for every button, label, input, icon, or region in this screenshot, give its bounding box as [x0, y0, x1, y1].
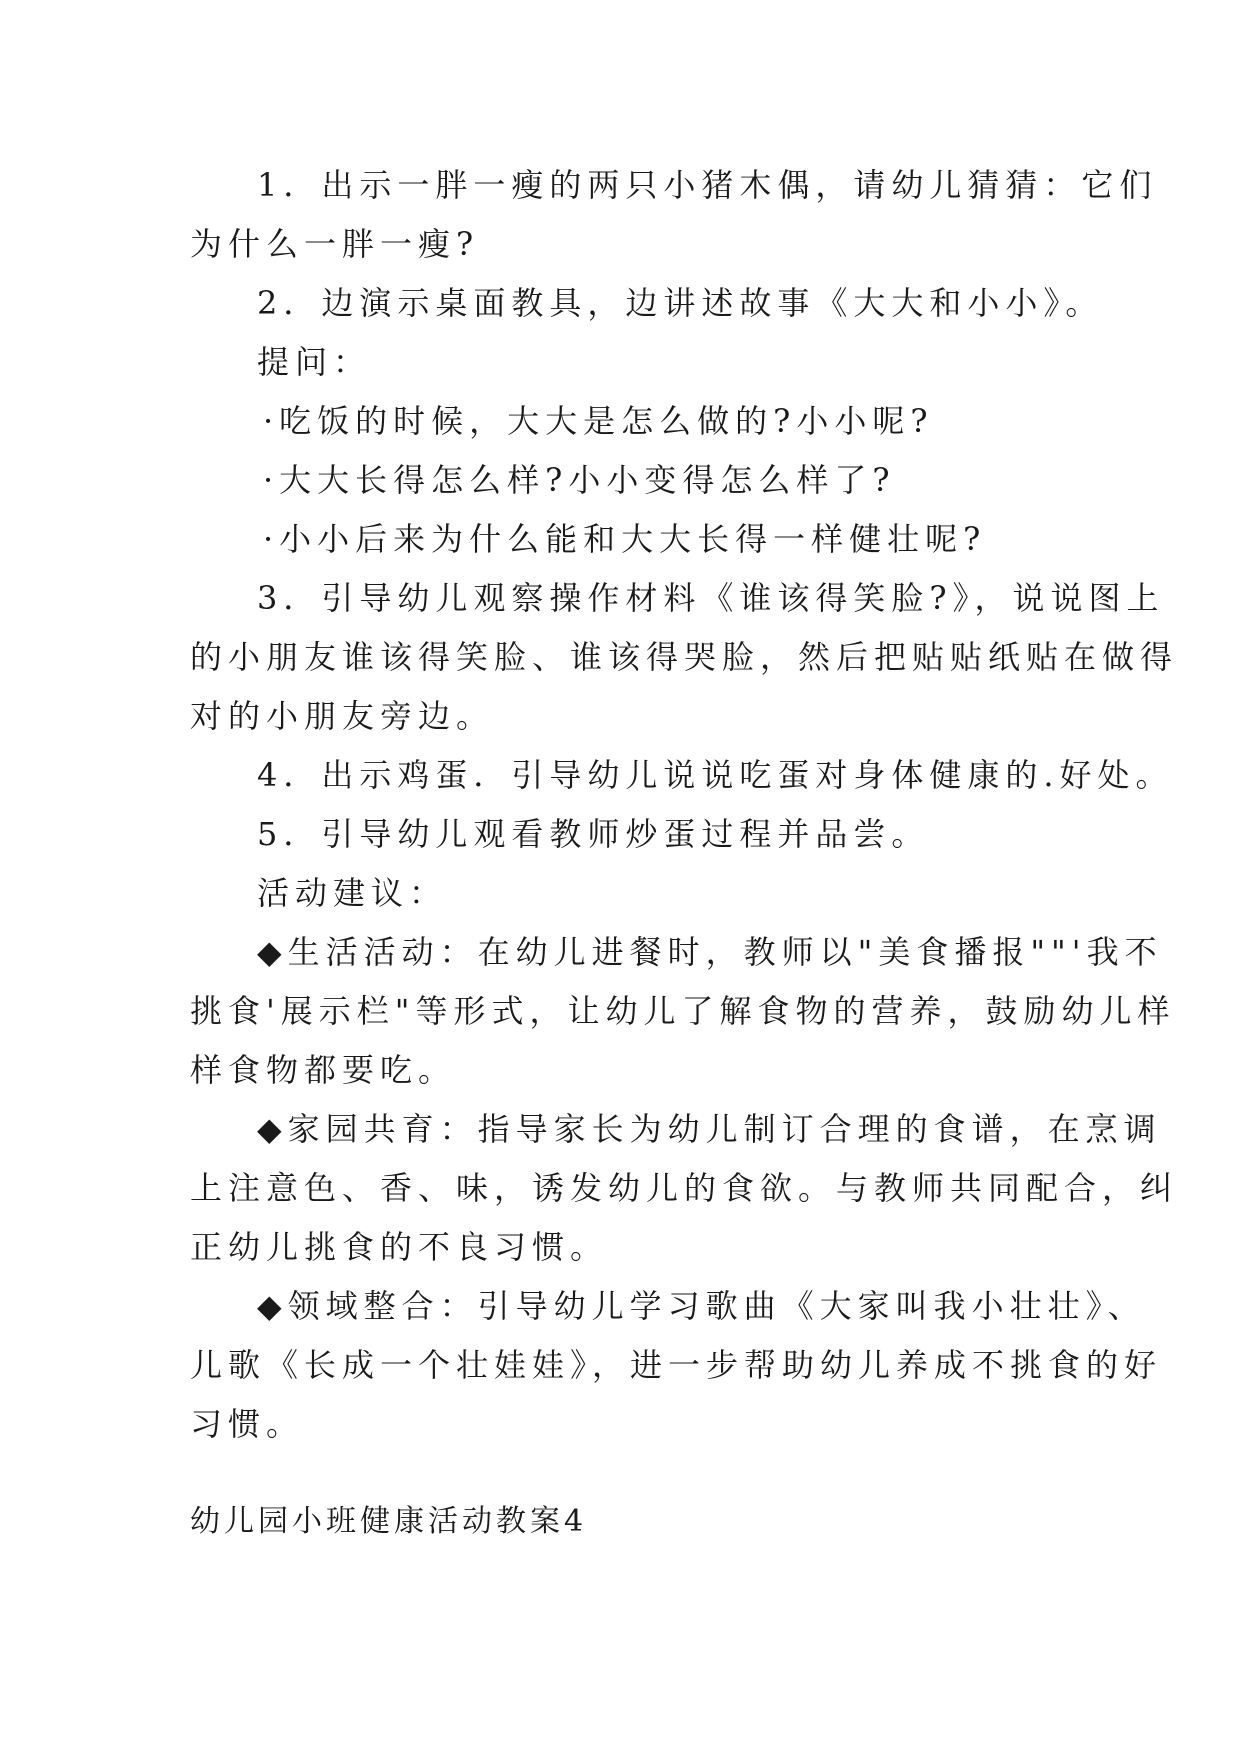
suggestion-life-line-2: 挑食'展示栏"等形式，让幼儿了解食物的营养，鼓励幼儿样	[190, 992, 1176, 1030]
suggestion-integration-line-2: 儿歌《长成一个壮娃娃》，进一步帮助幼儿养成不挑食的好	[190, 1346, 1163, 1384]
next-section-title: 幼儿园小班健康活动教案4	[190, 1504, 588, 1539]
paragraph-step-3-line-1: 3．引导幼儿观察操作材料《谁该得笑脸?》，说说图上	[257, 579, 1165, 617]
suggestion-integration-line-1: ◆领域整合：引导幼儿学习歌曲《大家叫我小壮壮》、	[257, 1287, 1146, 1325]
questions-heading: 提问：	[257, 343, 372, 381]
paragraph-step-3-line-3: 对的小朋友旁边。	[190, 697, 495, 735]
paragraph-step-1-line-1: 1．出示一胖一瘦的两只小猪木偶，请幼儿猜猜：它们	[257, 166, 1158, 204]
question-bullet-2: ·大大长得怎么样?小小变得怎么样了?	[263, 461, 896, 499]
paragraph-step-1-line-2: 为什么一胖一瘦?	[190, 225, 480, 263]
suggestion-integration-line-3: 习惯。	[190, 1405, 305, 1443]
suggestion-home-line-2: 上注意色、香、味，诱发幼儿的食欲。与教师共同配合，纠	[190, 1169, 1179, 1207]
activity-suggestions-heading: 活动建议：	[257, 874, 448, 912]
paragraph-step-3-line-2: 的小朋友谁该得笑脸、谁该得哭脸，然后把贴贴纸贴在做得	[190, 638, 1179, 676]
suggestion-life-line-3: 样食物都要吃。	[190, 1051, 457, 1089]
question-bullet-3: ·小小后来为什么能和大大长得一样健壮呢?	[263, 520, 987, 558]
paragraph-step-2: 2．边演示桌面教具，边讲述故事《大大和小小》。	[257, 284, 1104, 322]
suggestion-life-line-1: ◆生活活动：在幼儿进餐时，教师以"美食播报""'我不	[257, 933, 1163, 971]
question-bullet-1: ·吃饭的时候，大大是怎么做的?小小呢?	[263, 402, 934, 440]
suggestion-home-line-1: ◆家园共育：指导家长为幼儿制订合理的食谱，在烹调	[257, 1110, 1162, 1148]
paragraph-step-5: 5．引导幼儿观看教师炒蛋过程并品尝。	[257, 815, 930, 853]
suggestion-home-line-3: 正幼儿挑食的不良习惯。	[190, 1228, 609, 1266]
paragraph-step-4: 4．出示鸡蛋．引导幼儿说说吃蛋对身体健康的.好处。	[257, 756, 1174, 794]
